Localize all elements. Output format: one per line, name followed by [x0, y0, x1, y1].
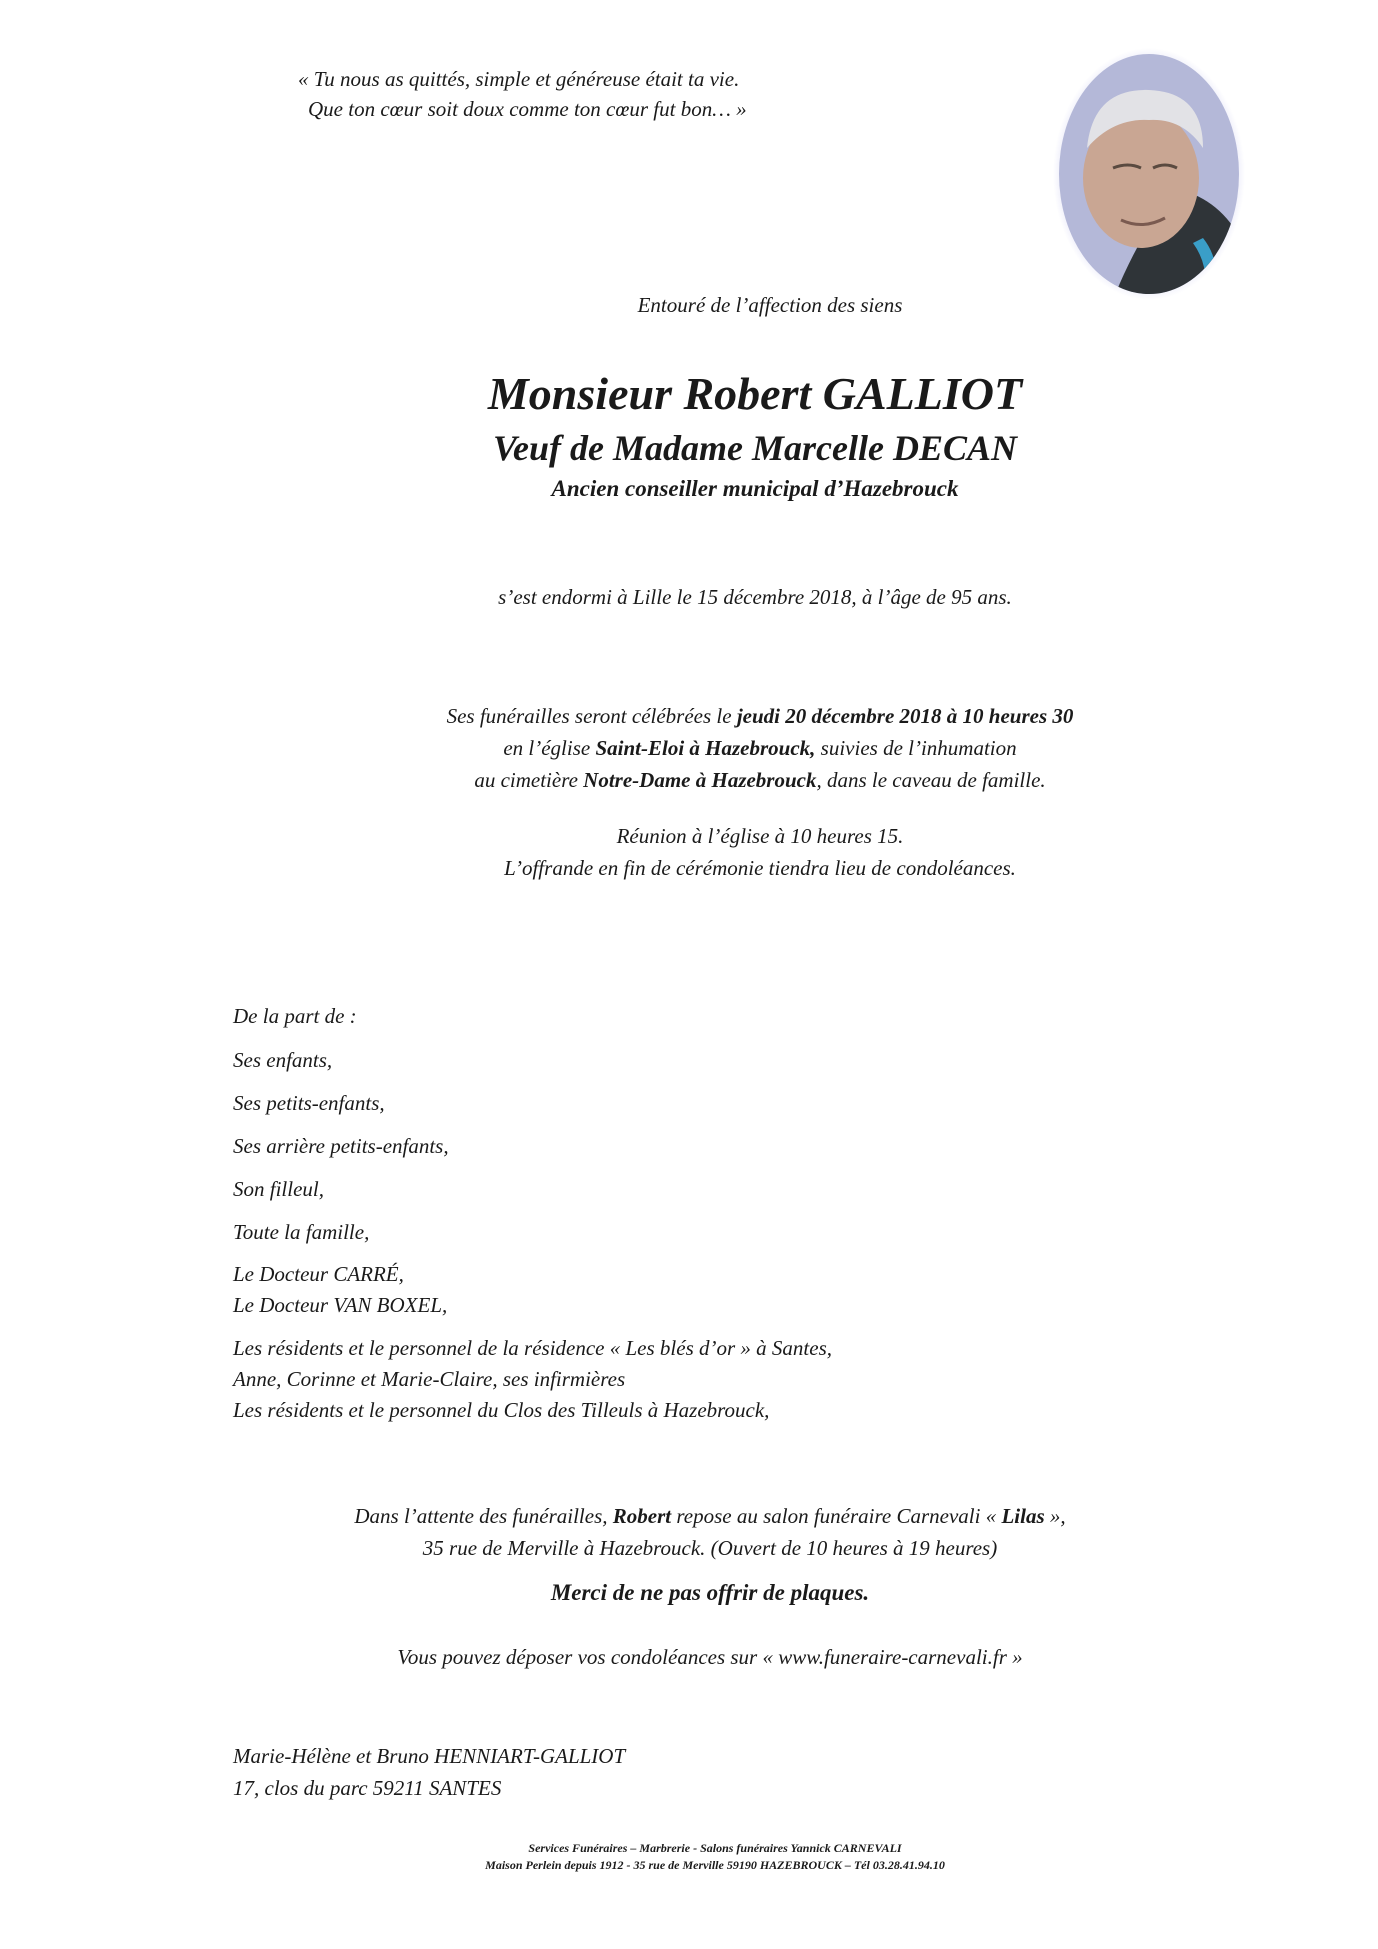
funeral-text: Ses funérailles seront célébrées le: [446, 704, 737, 728]
funeral-details: [300, 700, 1220, 796]
first-name: Robert: [612, 1504, 672, 1528]
residence-2: Les résidents et le personnel du Clos des Tilleuls à Hazebrouck,: [233, 1398, 770, 1422]
family-grandchildren: Ses petits-enfants,: [233, 1091, 385, 1115]
family-doctors: [233, 1259, 447, 1321]
funeral-text: au cimetière: [474, 768, 584, 792]
funeral-text: en l’église: [503, 736, 596, 760]
funeral-date: jeudi 20 décembre 2018 à 10 heures 30: [736, 704, 1074, 728]
family-children: Ses enfants,: [233, 1048, 333, 1072]
church-name: Saint-Eloi à Hazebrouck,: [595, 736, 816, 760]
viewing-line-1: [260, 1500, 1160, 1532]
doctor-1: Le Docteur CARRÉ,: [233, 1262, 404, 1286]
reunion-line-1: Réunion à l’église à 10 heures 15.: [616, 824, 904, 848]
family-godson: Son filleul,: [233, 1177, 324, 1201]
quote-line-1: « Tu nous as quittés, simple et généreuse était ta vie.: [298, 67, 740, 91]
reunion-info: [300, 820, 1220, 884]
family-contact: [233, 1740, 625, 1804]
reunion-line-2: L’offrande en fin de cérémonie tiendra lieu de condoléances.: [504, 856, 1016, 880]
family-caregivers: [233, 1333, 832, 1426]
contact-address: 17, clos du parc 59211 SANTES: [233, 1776, 502, 1800]
funeral-home-footer: [280, 1840, 1150, 1874]
family-whole: Toute la famille,: [233, 1220, 370, 1244]
quote-line-2: Que ton cœur soit doux comme ton cœur fut bon… »: [308, 97, 747, 121]
funeral-line-3: [300, 764, 1220, 796]
surrounded-text: Entouré de l’affection des siens: [637, 293, 903, 317]
viewing-text: repose au salon funéraire Carnevali «: [671, 1504, 1002, 1528]
no-plaques-notice: Merci de ne pas offrir de plaques.: [550, 1580, 870, 1605]
viewing-line-2: 35 rue de Merville à Hazebrouck. (Ouvert de 10 heures à 19 heures): [422, 1536, 998, 1560]
cemetery-name: Notre-Dame à Hazebrouck: [583, 768, 817, 792]
viewing-info: [260, 1500, 1160, 1564]
widow-of: Veuf de Madame Marcelle DECAN: [493, 428, 1017, 468]
residence-1: Les résidents et le personnel de la résidence « Les blés d’or » à Santes,: [233, 1336, 832, 1360]
family-intro: De la part de :: [233, 1004, 357, 1028]
footer-line-2: Maison Perlein depuis 1912 - 35 rue de Merville 59190 HAZEBROUCK – Tél 03.28.41.94.10: [485, 1858, 945, 1872]
nurses: Anne, Corinne et Marie-Claire, ses infirmières: [233, 1367, 626, 1391]
salon-name: Lilas: [1001, 1504, 1045, 1528]
doctor-2: Le Docteur VAN BOXEL,: [233, 1293, 448, 1317]
funeral-line-1: [300, 700, 1220, 732]
contact-names: Marie-Hélène et Bruno HENNIART-GALLIOT: [233, 1744, 626, 1768]
death-notice: s’est endormi à Lille le 15 décembre 2018, à l’âge de 95 ans.: [498, 585, 1012, 609]
condolences-website: Vous pouvez déposer vos condoléances sur « www.funeraire-carnevali.fr »: [397, 1645, 1023, 1669]
portrait-photo: [1053, 48, 1245, 300]
former-role: Ancien conseiller municipal d’Hazebrouck: [551, 476, 959, 501]
family-great-grandchildren: Ses arrière petits-enfants,: [233, 1134, 449, 1158]
deceased-name: Monsieur Robert GALLIOT: [487, 368, 1023, 419]
viewing-text: »,: [1044, 1504, 1066, 1528]
funeral-text: suivies de l’inhumation: [815, 736, 1017, 760]
funeral-line-2: [300, 732, 1220, 764]
footer-line-1: Services Funéraires – Marbrerie - Salons funéraires Yannick CARNEVALI: [528, 1841, 902, 1855]
funeral-text: , dans le caveau de famille.: [816, 768, 1046, 792]
viewing-text: Dans l’attente des funérailles,: [354, 1504, 613, 1528]
epitaph-quote: [298, 64, 747, 124]
